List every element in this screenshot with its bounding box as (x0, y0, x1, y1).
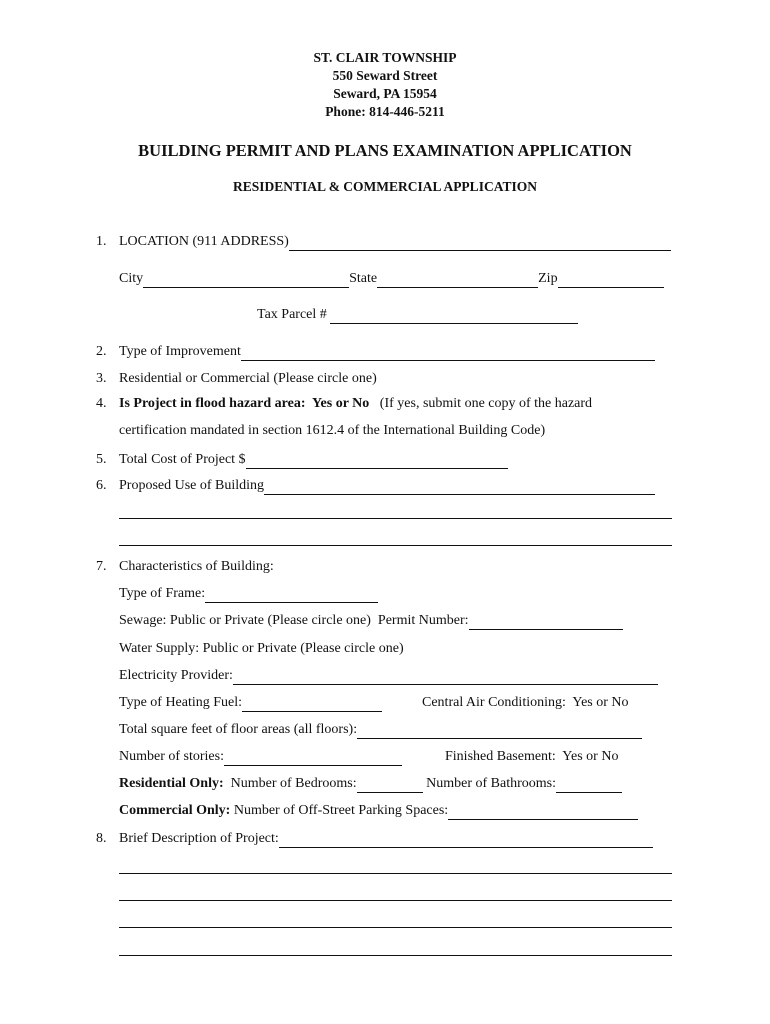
improvement-label: Type of Improvement (119, 344, 241, 359)
commercial-only-row (119, 802, 638, 820)
zip-label: Zip (538, 271, 558, 286)
item-number-7: 7. (96, 559, 107, 574)
stories-field[interactable] (224, 751, 402, 766)
improvement-row (119, 343, 655, 361)
use-label: Proposed Use of Building (119, 478, 265, 493)
frame-field[interactable] (205, 588, 378, 603)
electric-row (119, 667, 658, 685)
use-line-3[interactable] (119, 545, 672, 546)
location-label: LOCATION (911 ADDRESS) (119, 234, 289, 249)
basement-text: Finished Basement: Yes or No (445, 749, 619, 764)
bedrooms-field[interactable] (357, 778, 423, 793)
description-label: Brief Description of Project: (119, 831, 279, 846)
description-field[interactable] (279, 833, 653, 848)
frame-row (119, 585, 378, 603)
flood-question: Is Project in flood hazard area: Yes or No (119, 396, 370, 411)
township-phone: Phone: 814-446-5211 (325, 104, 445, 119)
item-number-3: 3. (96, 371, 107, 386)
cost-label: Total Cost of Project $ (119, 452, 246, 467)
use-row (119, 477, 655, 495)
use-field[interactable] (264, 480, 655, 495)
improvement-field[interactable] (241, 346, 655, 361)
form-subtitle: RESIDENTIAL & COMMERCIAL APPLICATION (233, 179, 537, 194)
tax-parcel-row (257, 306, 578, 324)
description-line-3[interactable] (119, 900, 672, 901)
central-air-row (422, 694, 629, 712)
item-number-5: 5. (96, 452, 107, 467)
description-row (119, 830, 653, 848)
central-air-text: Central Air Conditioning: Yes or No (422, 695, 629, 710)
item-number-4: 4. (96, 396, 107, 411)
city-state-zip-row (119, 270, 664, 288)
tax-parcel-field[interactable] (330, 309, 578, 324)
sewage-label: Sewage: Public or Private (Please circle one) Permit Number: (119, 613, 469, 628)
form-title: BUILDING PERMIT AND PLANS EXAMINATION APPLICATION (138, 141, 632, 160)
use-line-2[interactable] (119, 518, 672, 519)
township-street: 550 Seward Street (332, 68, 438, 83)
description-line-5[interactable] (119, 955, 672, 956)
res-com-row (119, 370, 377, 388)
zip-field[interactable] (558, 273, 664, 288)
city-label: City (119, 271, 144, 286)
township-name: ST. CLAIR TOWNSHIP (313, 50, 457, 65)
res-com-text: Residential or Commercial (Please circle one) (119, 371, 377, 386)
sqft-field[interactable] (357, 724, 642, 739)
description-line-4[interactable] (119, 927, 672, 928)
flood-note-continued: certification mandated in section 1612.4 of the International Building Code) (119, 423, 546, 438)
stories-row (119, 748, 402, 766)
residential-only-row (119, 775, 622, 793)
sqft-row (119, 721, 642, 739)
sqft-label: Total square feet of floor areas (all floors): (119, 722, 358, 737)
parking-field[interactable] (448, 805, 638, 820)
heating-label: Type of Heating Fuel: (119, 695, 243, 710)
characteristics-label: Characteristics of Building: (119, 559, 274, 574)
electric-label: Electricity Provider: (119, 668, 233, 683)
tax-parcel-label: Tax Parcel # (257, 307, 331, 322)
cost-row (119, 451, 508, 469)
heating-field[interactable] (242, 697, 382, 712)
state-label: State (349, 271, 378, 286)
item-number-1: 1. (96, 234, 107, 249)
item-number-8: 8. (96, 831, 107, 846)
city-field[interactable] (143, 273, 349, 288)
bedrooms-label: Number of Bedrooms: (223, 776, 357, 791)
frame-label: Type of Frame: (119, 586, 206, 601)
electric-field[interactable] (233, 670, 658, 685)
basement-row (445, 748, 618, 766)
commercial-only-label: Commercial Only: (119, 803, 231, 818)
stories-label: Number of stories: (119, 749, 224, 764)
item-number-6: 6. (96, 478, 107, 493)
heating-row (119, 694, 382, 712)
water-row (119, 640, 404, 658)
flood-note: (If yes, submit one copy of the hazard (369, 396, 593, 411)
water-label: Water Supply: Public or Private (Please circle one) (119, 641, 404, 656)
bathrooms-label: Number of Bathrooms: (422, 776, 556, 791)
parking-label: Number of Off-Street Parking Spaces: (230, 803, 449, 818)
sewage-permit-field[interactable] (469, 615, 623, 630)
sewage-row (119, 612, 623, 630)
bathrooms-field[interactable] (556, 778, 622, 793)
description-line-2[interactable] (119, 873, 672, 874)
residential-only-label: Residential Only: (119, 776, 224, 791)
characteristics-row (119, 558, 274, 576)
item-number-2: 2. (96, 344, 107, 359)
flood-note-row (119, 422, 545, 440)
location-row (119, 233, 671, 251)
state-field[interactable] (377, 273, 538, 288)
flood-row (119, 395, 592, 413)
cost-field[interactable] (246, 454, 508, 469)
location-field[interactable] (289, 236, 671, 251)
township-city: Seward, PA 15954 (333, 86, 437, 101)
